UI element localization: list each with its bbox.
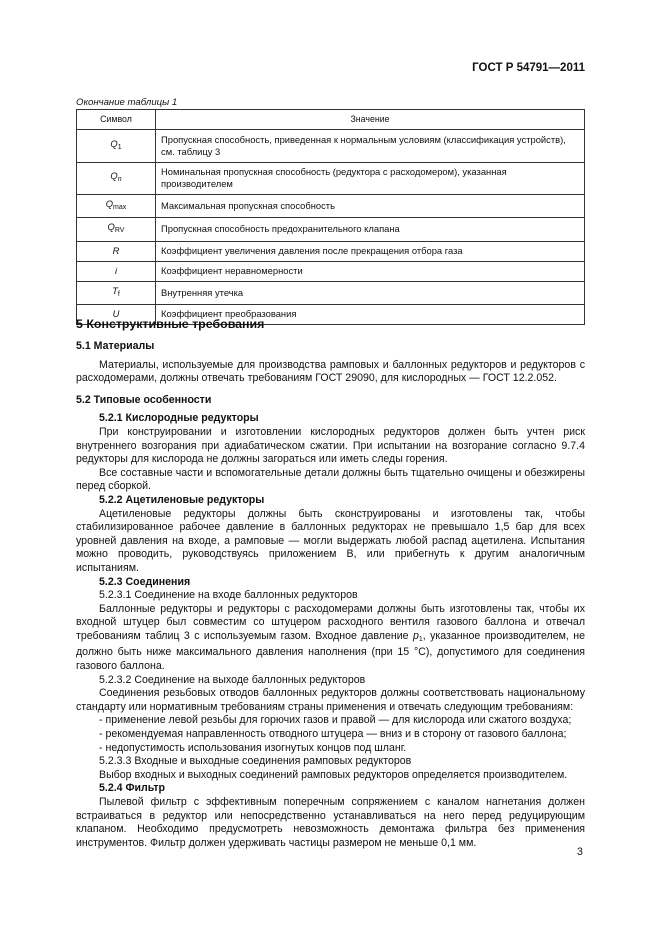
symbol-cell: U [77,305,156,325]
table-row [77,261,585,281]
table-row [77,241,585,261]
clause-title-acetylene: 5.2.2 Ацетиленовые редукторы [99,493,265,506]
symbol-cell: $Q_1$ [77,130,156,163]
clause-title-outlet: 5.2.3.2 Соединение на выходе баллонных редукторов [99,673,366,686]
paragraph-ramp-connections: Выбор входных и выходных соединений рамповых редукторов определяется производителем. [99,768,568,781]
clause-title-inlet: 5.2.3.1 Соединение на входе баллонных редукторов [99,589,358,602]
table-row [77,130,585,163]
paragraph-inlet: Баллонные редукторы и редукторы с расходомерами должны быть изготовлены так, чтобы их входной штуцер был совместим со штуцером расходного вентиля газового баллона и отвечал требованиям таблиц 3 с используемым газом. Входное давление $p_1$, указанное производителем, не должно быть ниже максимального давления наполнения (при 15 °С), допустимого для соединения газового баллона. [76,602,585,673]
symbols-table [76,109,585,325]
value-cell: Коэффициент неравномерности [156,261,585,281]
list-item: - применение левой резьбы для горючих газов и правой — для кислорода или сжатого воздуха; [99,714,572,727]
value-cell: Коэффициент преобразования [156,305,585,325]
symbol-cell: $T_f$ [77,281,156,304]
column-header-value: Значение [156,110,585,130]
symbol-cell: R [77,241,156,261]
clause-title-connections: 5.2.3 Соединения [99,575,191,588]
list-item: - недопустимость использования изогнутых концов под шланг. [99,741,407,754]
paragraph-outlet: Соединения резьбовых отводов баллонных редукторов должны соответствовать национальному стандарту или нормативным требованиям страны применения и отвечать следующим требованиям: [76,687,585,713]
column-header-symbol: Символ [77,110,156,130]
subsection-title-materials: 5.1 Материалы [76,340,155,352]
paragraph-materials: Материалы, используемые для производства рамповых и баллонных редукторов и редукторов с расходомерами, должны отвечать требованиям ГОСТ 29090, для кислородных — ГОСТ 12.2.052. [76,358,585,385]
symbol-cell: $Q_{RV}$ [77,218,156,241]
value-cell: Коэффициент увеличения давления после прекращения отбора газа [156,241,585,261]
value-cell: Максимальная пропускная способность [156,194,585,217]
table-header-row [77,110,585,130]
table-row [77,218,585,241]
clause-title-ramp-connections: 5.2.3.3 Входные и выходные соединения рамповых редукторов [99,755,412,768]
value-cell: Внутренняя утечка [156,281,585,304]
list-item: - рекомендуемая направленность отводного штуцера — вниз и в сторону от газового баллона; [99,728,567,741]
paragraph-oxygen-1: При конструировании и изготовлении кислородных редукторов должен быть учтен риск внутреннего возгорания при адиабатическом сжатии. При испытании на возгорание согласно 9.7.4 редукторы для кислорода не должны загораться или иметь следы горения. [76,425,585,466]
paragraph-filter: Пылевой фильтр с эффективным поперечным сопряжением с каналом нагнетания должен встраиваться в редуктор или непосредственно устанавливаться на него перед редуцирующим клапаном. Необходимо предусмотреть невозможность демонтажа фильтра без применения инструментов. Фильтр должен удерживать частицы размером не меньше 0,1 мм. [76,796,585,849]
standard-header: ГОСТ Р 54791—2011 [472,62,585,74]
value-cell: Номинальная пропускная способность (редуктора с расходомером), указанная производителем [156,163,585,195]
document-body [76,316,585,850]
paragraph-acetylene: Ацетиленовые редукторы должны быть сконструированы и изготовлены так, чтобы стабилизированное рабочее давление в баллонных редукторах не превышало 1,5 бар для всех уровней давления на входе, а рамповые — могли выдержать любой распад ацетилена. Испытания можно проводить, руководствуясь приложением В, или прибегнуть к другим аналогичным испытаниям. [76,507,585,574]
symbol-cell: $Q_n$ [77,163,156,195]
table-caption: Окончание таблицы 1 [76,97,178,108]
clause-title-filter: 5.2.4 Фильтр [99,782,166,795]
symbol-cell: $Q_{max}$ [77,194,156,217]
table-row [77,194,585,217]
table-row [77,163,585,195]
paragraph-oxygen-2: Все составные части и вспомогательные детали должны быть тщательно очищены и обезжирены перед сборкой. [76,466,585,493]
section-title: 5 Конструктивные требования [76,317,265,331]
table-row [77,281,585,304]
value-cell: Пропускная способность предохранительного клапана [156,218,585,241]
page-number: 3 [577,846,583,858]
clause-title-oxygen: 5.2.1 Кислородные редукторы [99,412,259,425]
value-cell: Пропускная способность, приведенная к нормальным условиям (классификация устройств), см. таблицу 3 [156,130,585,163]
subsection-title-features: 5.2 Типовые особенности [76,393,212,406]
symbol-cell: i [77,261,156,281]
